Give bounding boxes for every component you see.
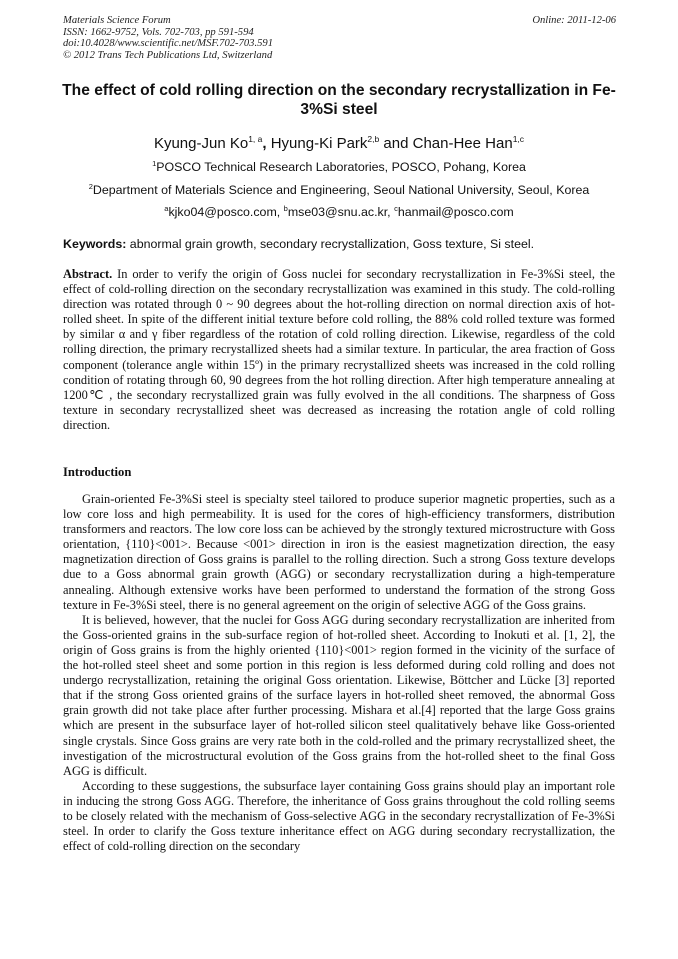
journal-header — [63, 15, 273, 61]
doi-line: doi:10.4028/www.scientific.net/MSF.702-703.591 — [63, 38, 273, 50]
abstract-text: In order to verify the origin of Goss nuclei for secondary recrystallization in Fe-3%Si steel, the effect of cold-rolling direction on the secondary recrystallization was examined in this study. The cold-rolling direction was rotated through 0 ~ 90 degrees about the hot-rolling direction on normal direction axis of hot-rolled sheet. In spite of the different initial texture before cold rolling, the 88% cold rolled texture was formed by similar α and γ fiber regardless of the rotation of cold rolling direction. Likewise, regardless of the cold rolling direction, the primary recrystallized sheets had a similar texture. In particular, the area fraction of Goss component (tolerance angle within 15º) in the primary recrystallized sheets was increased in the cold rolling condition of rotating through 60, 90 degrees from the hot rolling direction. After high temperature annealing at 1200℃ , the secondary recrystallized grain was fully evolved in the all conditions. The sharpness of Goss texture in secondary recrystallized sheet was decreased as increasing the rotation angle of cold rolling direction. — [63, 267, 615, 432]
paragraph: It is believed, however, that the nuclei for Goss AGG during secondary recrystallization are inherited from the Goss-oriented grains in the sub-surface region of hot-rolled sheet. According to Inokuti et al. [1, 2], the origin of Goss grains is from the highly oriented {110}<001> region formed in the vicinity of the surface of the hot-rolled steel sheet and some portion in this region is less deformed during cold rolling and does not undergo recrystallization, retaining the original Goss orientation. Likewise, Böttcher and Lücke [3] reported that if the strong Goss oriented grains of the surface layers in hot-rolled sheet removed, the abnormal Goss grain growth did not take place after further processing. Mishara et al.[4] reported that the large Goss grains which are present in the subsurface layer of hot-rolled silicon steel qualitatively behave like Goss-oriented single crystals. Since Goss grains are very rate both in the cold-rolled and the primary recrystallized sheet, the investigation of the microstructural evolution of the Goss grains from the hot-rolled sheet to the final Goss AGG is difficult. — [63, 612, 615, 778]
author-separator: and — [379, 135, 413, 152]
email-text: mse03@snu.ac.kr, — [287, 205, 395, 219]
keywords-text: abnormal grain growth, secondary recrystallization, Goss texture, Si steel. — [126, 237, 535, 251]
affiliation-1 — [0, 156, 678, 175]
affiliation-sup: 2 — [88, 182, 93, 191]
abstract — [63, 267, 615, 433]
copyright-line: © 2012 Trans Tech Publications Ltd, Switzerland — [63, 49, 273, 61]
paragraph: According to these suggestions, the subsurface layer containing Goss grains should play an important role in inducing the strong Goss AGG. Therefore, the inheritance of Goss grains throughout the cold rolling seems to be closely related with the mechanism of Goss-selective AGG in the secondary recrystallization of Fe-3%Si steel. In order to clarify the Goss texture inheritance effect on AGG during secondary recrystallization, the effect of cold-rolling direction on the secondary — [63, 778, 615, 854]
issn-line: ISSN: 1662-9752, Vols. 702-703, pp 591-594 — [63, 26, 254, 38]
introduction-heading: Introduction — [63, 465, 132, 479]
online-date: Online: 2011-12-06 — [532, 15, 616, 26]
author-separator: , — [262, 135, 271, 152]
affiliation-text: POSCO Technical Research Laboratories, POSCO, Pohang, Korea — [156, 160, 526, 174]
abstract-label: Abstract. — [63, 267, 113, 281]
author-name: Chan-Hee Han — [412, 135, 513, 152]
email-sup: a — [164, 204, 169, 213]
affiliation-sup: 1 — [152, 159, 157, 168]
affiliation-text: Department of Materials Science and Engineering, Seoul National University, Seoul, Korea — [92, 183, 590, 197]
email-line — [0, 201, 678, 220]
journal-name: Materials Science Forum — [63, 15, 171, 26]
keywords — [63, 236, 618, 252]
email-sup: c — [394, 204, 398, 213]
paragraph: Grain-oriented Fe-3%Si steel is specialty steel tailored to produce superior magnetic properties, such as a low core loss and high permeability. It is used for the cores of high-efficiency transformers, distribution transformers and reactors. The low core loss can be achieved by the strongly textured microstructure with Goss orientation, {110}<001>. Because <001> direction in iron is the easiest magnetization direction, the easy magnetization direction of Goss grains is parallel to the rolling direction. Such a strong Goss texture develops due to a Goss abnormal grain growth (AGG) or secondary recrystallization during a high-temperature annealing. Although extensive works have been performed to understand the formation of the strong Goss texture in Fe-3%Si steel, there is no general agreement on the origin of selective AGG of the Goss grains. — [63, 492, 615, 612]
author-list — [0, 129, 678, 154]
affiliation-2 — [0, 179, 678, 198]
email-text: hanmail@posco.com — [397, 205, 514, 219]
author-affil-sup: 1,c — [512, 134, 525, 144]
author-affil-sup: 1, a — [248, 134, 263, 144]
email-text: kjko04@posco.com, — [168, 205, 284, 219]
email-sup: b — [283, 204, 288, 213]
introduction-body — [63, 492, 615, 854]
keywords-label: Keywords: — [63, 237, 127, 251]
author-name: Kyung-Jun Ko — [153, 135, 249, 152]
author-name: Hyung-Ki Park — [270, 135, 368, 152]
paper-title: The effect of cold rolling direction on the secondary recrystallization in Fe-3%Si steel — [62, 82, 616, 118]
author-affil-sup: 2,b — [367, 134, 380, 144]
